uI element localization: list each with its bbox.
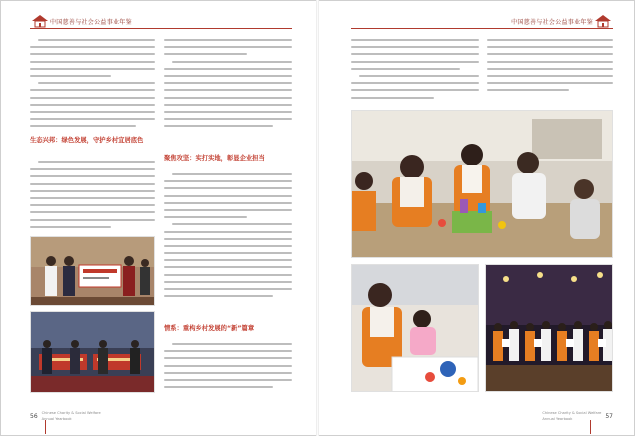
left-column-2-rural: [164, 340, 292, 396]
photo-volunteers-with-children: [351, 110, 613, 258]
header-rule: [351, 28, 613, 29]
left-column-2-intro: [164, 36, 292, 146]
page-number: 56: [30, 413, 38, 420]
left-tick-mark: [45, 420, 46, 434]
left-column-1-intro: [30, 36, 155, 176]
folio-text: Chinese Charity & Social Welfare Annual Yearbook: [542, 411, 602, 421]
photo-volunteer-group-stage: [485, 264, 613, 392]
spread-gutter: [316, 0, 319, 436]
left-column-1-ecology: [30, 158, 155, 236]
photo-stage-ceremony: [30, 311, 155, 393]
right-folio: [542, 411, 613, 422]
folio-text: Chinese Charity & Social Welfare Annual Yearbook: [41, 411, 101, 421]
header-rule: [30, 28, 292, 29]
right-header: [511, 14, 613, 28]
right-column-1-text: [351, 36, 479, 106]
right-column-2-text: [487, 36, 613, 106]
pagoda-icon: [593, 14, 613, 28]
section-title-focus: 聚焦攻坚：实打实地，彰显企业担当: [164, 155, 265, 162]
header-title: 中国慈善与社会公益事业年鉴: [511, 18, 593, 26]
photo-child-painting: [351, 264, 479, 392]
left-column-2-focus: [164, 170, 292, 310]
section-title-ecology: 生态兴邦：绿色发展，守护乡村宜居底色: [30, 137, 144, 144]
right-page: [323, 6, 625, 430]
left-folio: [30, 411, 101, 422]
section-title-rural: 情系：重构乡村发展的“新”篇章: [164, 325, 255, 332]
left-page: [12, 6, 312, 430]
photo-donation-ceremony: [30, 236, 155, 306]
page-number: 57: [605, 413, 613, 420]
pagoda-icon: [30, 14, 50, 28]
header-title: 中国慈善与社会公益事业年鉴: [50, 18, 132, 26]
left-header: [30, 14, 132, 28]
right-tick-mark: [590, 420, 591, 434]
